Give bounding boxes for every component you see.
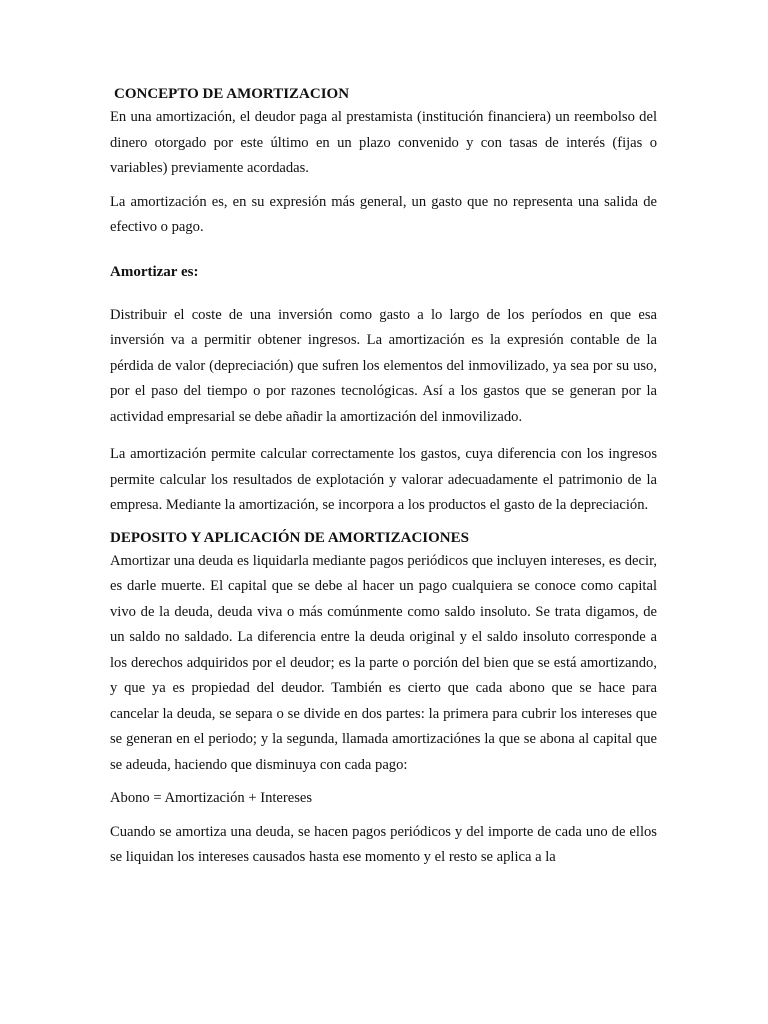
subheading-amortizar-es: Amortizar es: [110, 263, 199, 280]
section-heading-deposito: DEPOSITO Y APLICACIÓN DE AMORTIZACIONES [110, 529, 469, 546]
formula-abono: Abono = Amortización + Intereses [110, 790, 313, 806]
document-page [110, 83, 657, 871]
section-heading-concepto: CONCEPTO DE AMORTIZACION [114, 86, 350, 102]
paragraph-pagos-periodicos: Cuando se amortiza una deuda, se hacen pagos periódicos y del importe de cada uno de ellos se liquidan los intereses causados hasta ese momento y el resto se aplica a la [110, 823, 657, 865]
paragraph-definicion: En una amortización, el deudor paga al prestamista (institución financiera) un reembolso del dinero otorgado por este último en un plazo convenido y con tasas de interés (fijas o variables) previamente acordadas. [110, 109, 657, 176]
paragraph-calcular-gastos: La amortización permite calcular correctamente los gastos, cuya diferencia con los ingresos permite calcular los resultados de explotación y valorar adecuadamente el patrimonio de la empresa. Mediante la amortización, se incorpora a los productos el gasto de la depreciación. [110, 446, 657, 513]
paragraph-distribuir: Distribuir el coste de una inversión como gasto a lo largo de los períodos en que esa inversión va a permitir obtener ingresos. La amortización es la expresión contable de la pérdida de valor (depreciación) que sufren los elementos del inmovilizado, ya sea por su uso, por el paso del tiempo o por razones tecnológicas. Así a los gastos que se generan por la actividad empresarial se debe añadir la amortización del inmovilizado. [110, 306, 657, 425]
paragraph-gasto: La amortización es, en su expresión más general, un gasto que no representa una salida de efectivo o pago. [110, 193, 657, 235]
paragraph-amortizar-deuda: Amortizar una deuda es liquidarla mediante pagos periódicos que incluyen intereses, es decir, es darle muerte. El capital que se debe al hacer un pago cualquiera se conoce como capital vivo de la deuda, deuda viva o más comúnmente como saldo insoluto. Se trata digamos, de un saldo no saldado. La diferencia entre la deuda original y el saldo insoluto corresponde a los derechos adquiridos por el deudor; es la parte o porción del bien que se está amortizando, y que ya es propiedad del deudor. También es cierto que cada abono que se hace para cancelar la deuda, se separa o se divide en dos partes: la primera para cubrir los intereses que se generan en el periodo; y la segunda, llamada amortizaciónes la que se abona al capital que se adeuda, haciendo que disminuya con cada pago: [110, 552, 657, 773]
